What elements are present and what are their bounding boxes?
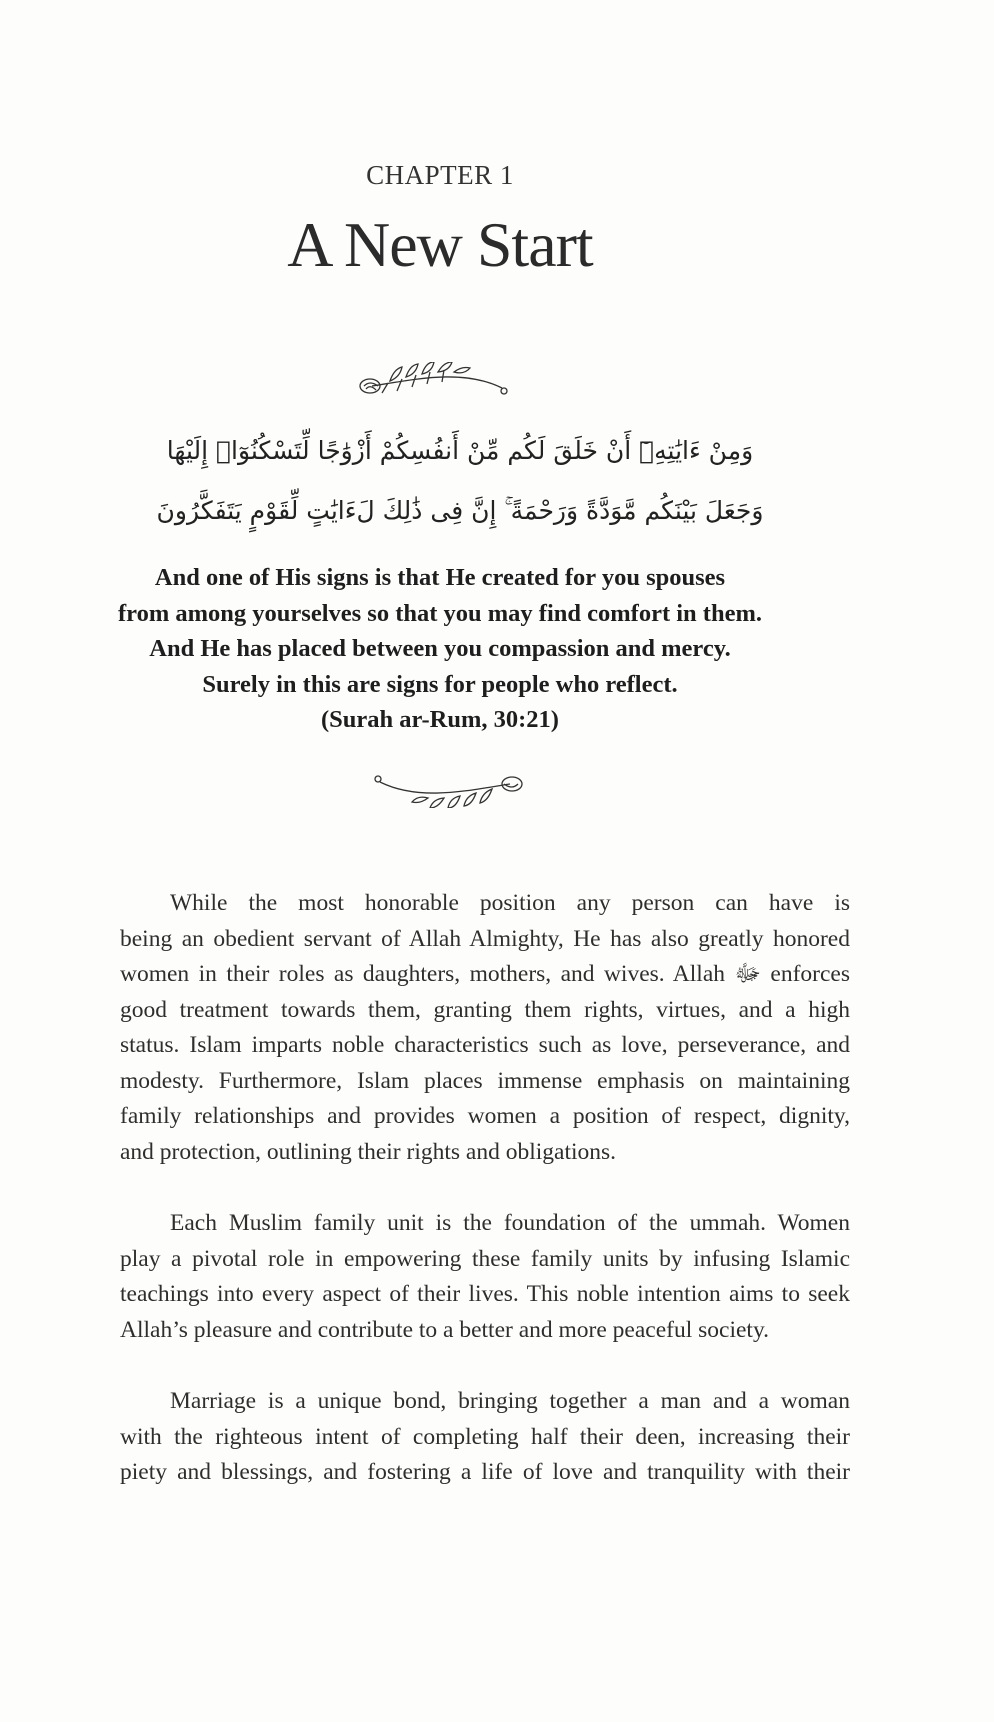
text-line: family relationships and provides women a position of respect, dignity, <box>120 1103 850 1129</box>
text-line: teachings into every aspect of their lives. This noble intention aims to seek <box>120 1281 850 1307</box>
verse-reference: (Surah ar-Rum, 30:21) <box>321 706 559 733</box>
verse-translation <box>40 560 840 738</box>
text-line: status. Islam imparts noble characteristics such as love, perseverance, and <box>120 1032 850 1058</box>
text-line: Allah’s pleasure and contribute to a better and more peaceful society. <box>120 1316 770 1343</box>
body-paragraph-1 <box>120 886 850 1170</box>
text-line: and protection, outlining their rights and obligations. <box>120 1138 617 1165</box>
chapter-label: CHAPTER 1 <box>366 160 514 190</box>
text-line: modesty. Furthermore, Islam places immense emphasis on maintaining <box>120 1067 850 1094</box>
text-line: play a pivotal role in empowering these family units by infusing Islamic <box>120 1245 850 1272</box>
text-line: women in their roles as daughters, mothers, and wives. Allah ﷻ enforces <box>120 961 850 987</box>
text-line: piety and blessings, and fostering a life of love and tranquility with their <box>120 1459 850 1485</box>
text-line: Each Muslim family unit is the foundation of the ummah. Women <box>170 1210 850 1236</box>
translation-line: And He has placed between you compassion and mercy. <box>149 635 731 662</box>
translation-line: And one of His signs is that He created for you spouses <box>154 564 726 591</box>
body-paragraph-2 <box>120 1206 850 1348</box>
text-line: good treatment towards them, granting them rights, virtues, and a high <box>120 996 850 1023</box>
body-paragraph-3 <box>120 1384 850 1491</box>
text-line: being an obedient servant of Allah Almighty, He has also greatly honored <box>120 925 850 952</box>
floral-branch-top-icon <box>352 362 522 402</box>
text-line: While the most honorable position any person can have is <box>170 890 850 916</box>
translation-line: from among yourselves so that you may find comfort in them. <box>118 599 762 627</box>
translation-line: Surely in this are signs for people who reflect. <box>202 670 678 698</box>
arabic-verse-line-2: وَجَعَلَ بَيْنَكُم مَّوَدَّةً وَرَحْمَةً ۚ إِنَّ فِى ذَٰلِكَ لَءَايَٰتٍ لِّقَوْمٍ يَتَفَكَّرُونَ <box>156 496 764 525</box>
floral-branch-bottom-icon <box>360 768 530 808</box>
text-line: with the righteous intent of completing half their deen, increasing their <box>120 1423 850 1450</box>
chapter-title: A New Start <box>287 209 593 280</box>
arabic-verse-line-1: وَمِنْ ءَايَٰتِهِۦٓ أَنْ خَلَقَ لَكُم مِّنْ أَنفُسِكُمْ أَزْوَٰجًا لِّتَسْكُنُوٓا۟ إِلَيْهَا <box>166 436 754 465</box>
text-line: Marriage is a unique bond, bringing together a man and a woman <box>170 1388 850 1414</box>
